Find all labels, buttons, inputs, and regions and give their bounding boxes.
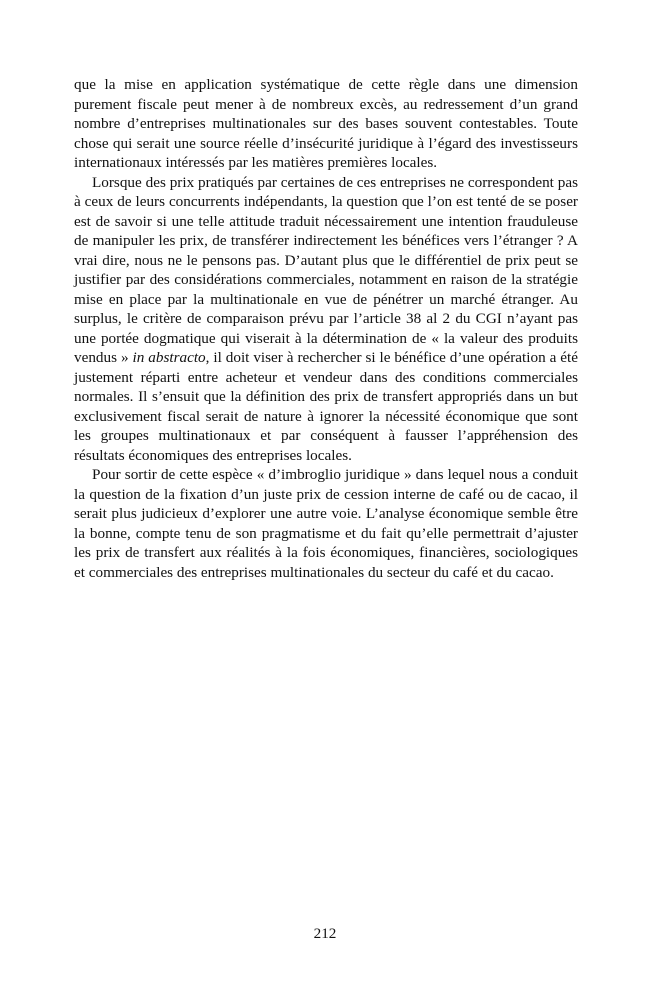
paragraph-2-text-a: Lorsque des prix pratiqués par certaines de ces entreprises ne correspondent pas à ceux de leurs concurrents indépendants, la question que l’on est tenté de se poser est de savoir si une telle attitude traduit nécessairement une intention frauduleuse de manipuler les prix, de transférer indirectement les bénéfices vers l’étranger ? A vrai dire, nous ne le pensons pas. D’autant plus que le différentiel de prix peut se justifier par des considérations commerciales, notamment en raison de la stratégie mise en place par la multinationale en vue de pénétrer un marché étranger. Au surplus, le critère de comparaison prévu par l’article 38 al 2 du CGI n’ayant pas une portée dogmatique qui viserait à la détermination de « la valeur des produits vendus »: [74, 173, 578, 366]
paragraph-2-text-b: , il doit viser à rechercher si le bénéfice d’une opération a été justement réparti entre acheteur et vendeur dans des conditions commerciales normales. Il s’ensuit que la définition des prix de transfert appropriés dans un but exclusivement fiscal serait de nature à ignorer la nécessité économique que sont les groupes multinationaux et par conséquent à fausser l’appréhension des résultats économiques des entreprises locales.: [74, 349, 578, 464]
italic-latin-phrase: in abstracto: [132, 349, 206, 366]
paragraph-3-text: Pour sortir de cette espèce « d’imbroglio juridique » dans lequel nous a conduit la question de la fixation d’un juste prix de cession interne de café ou de cacao, il serait plus judicieux d’explorer une autre voie. L’analyse économique semble être la bonne, compte tenu de son pragmatisme et du fait qu’elle permettrait d’ajuster les prix de transfert aux réalités à la fois économiques, financières, sociologiques et commerciales des entreprises multinationales du secteur du café et du cacao.: [74, 466, 578, 581]
paragraph-1: [74, 75, 578, 173]
paragraph-1-text: que la mise en application systématique de cette règle dans une dimension purement fiscale peut mener à de nombreux excès, au redressement d’un grand nombre d’entreprises multinationales sur des bases souvent contestables. Toute chose qui serait une source réelle d’insécurité juridique à l’égard des investisseurs internationaux intéressés par les matières premières locales.: [74, 76, 578, 171]
body-text: [74, 75, 578, 582]
paragraph-3: [74, 465, 578, 582]
page-number: 212: [313, 925, 337, 942]
paragraph-2: [74, 173, 578, 466]
